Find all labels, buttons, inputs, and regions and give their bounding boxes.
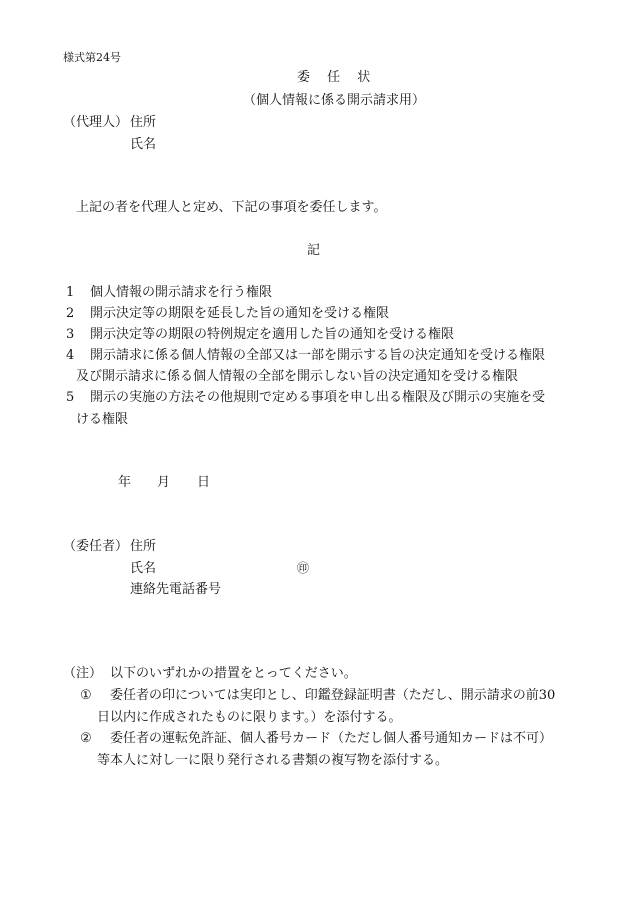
item-1-number: 1: [66, 285, 75, 300]
document-subtitle: （個人情報に係る開示請求用）: [243, 93, 426, 108]
date-year-label: 年: [118, 475, 132, 490]
item-4-continuation: 及び開示請求に係る個人情報の全部を開示しない旨の決定通知を受ける権限: [76, 369, 519, 384]
date-month-label: 月: [157, 475, 171, 490]
agent-name-label: 氏名: [130, 137, 157, 152]
date-day-label: 日: [197, 475, 211, 490]
seal-mark: ㊞: [297, 561, 310, 575]
item-1-text: 個人情報の開示請求を行う権限: [90, 285, 273, 300]
principal-name-label: 氏名: [130, 561, 157, 576]
note-2-line-2: 等本人に対し一に限り発行される書類の複写物を添付する。: [97, 753, 449, 768]
item-2-number: 2: [66, 306, 75, 321]
item-5-text: 開示の実施の方法その他規則で定める事項を申し出る権限及び開示の実施を受: [90, 390, 546, 405]
note-1-line-1: 委任者の印については実印とし、印鑑登録証明書（ただし、開示請求の前30: [110, 688, 556, 703]
agent-role: （代理人）: [63, 115, 129, 130]
principal-phone-label: 連絡先電話番号: [130, 582, 222, 597]
principal-address-label: 住所: [130, 539, 157, 554]
form-number: 様式第24号: [63, 51, 121, 64]
delegation-statement: 上記の者を代理人と定め、下記の事項を委任します。: [76, 200, 387, 215]
note-2-mark: ②: [80, 731, 92, 746]
note-1-line-2: 日以内に作成されたものに限ります。）を添付する。: [97, 710, 402, 725]
item-5-number: 5: [66, 390, 75, 405]
agent-address-label: 住所: [130, 115, 157, 130]
note-2-line-1: 委任者の運転免許証、個人番号カード（ただし個人番号通知カードは不可）: [110, 731, 553, 746]
notes-label: （注）: [63, 666, 103, 681]
item-2-text: 開示決定等の期限を延長した旨の通知を受ける権限: [90, 306, 390, 321]
item-3-text: 開示決定等の期限の特例規定を適用した旨の通知を受ける権限: [90, 327, 455, 342]
document-title: 委 任 状: [297, 70, 371, 85]
item-5-continuation: ける権限: [76, 412, 129, 427]
principal-role: （委任者）: [63, 539, 129, 554]
ki-heading: 記: [307, 243, 321, 258]
note-1-mark: ①: [80, 688, 92, 703]
item-4-number: 4: [66, 348, 75, 363]
notes-intro: 以下のいずれかの措置をとってください。: [110, 666, 357, 681]
item-4-text: 開示請求に係る個人情報の全部又は一部を開示する旨の決定通知を受ける権限: [90, 348, 546, 363]
item-3-number: 3: [66, 327, 75, 342]
